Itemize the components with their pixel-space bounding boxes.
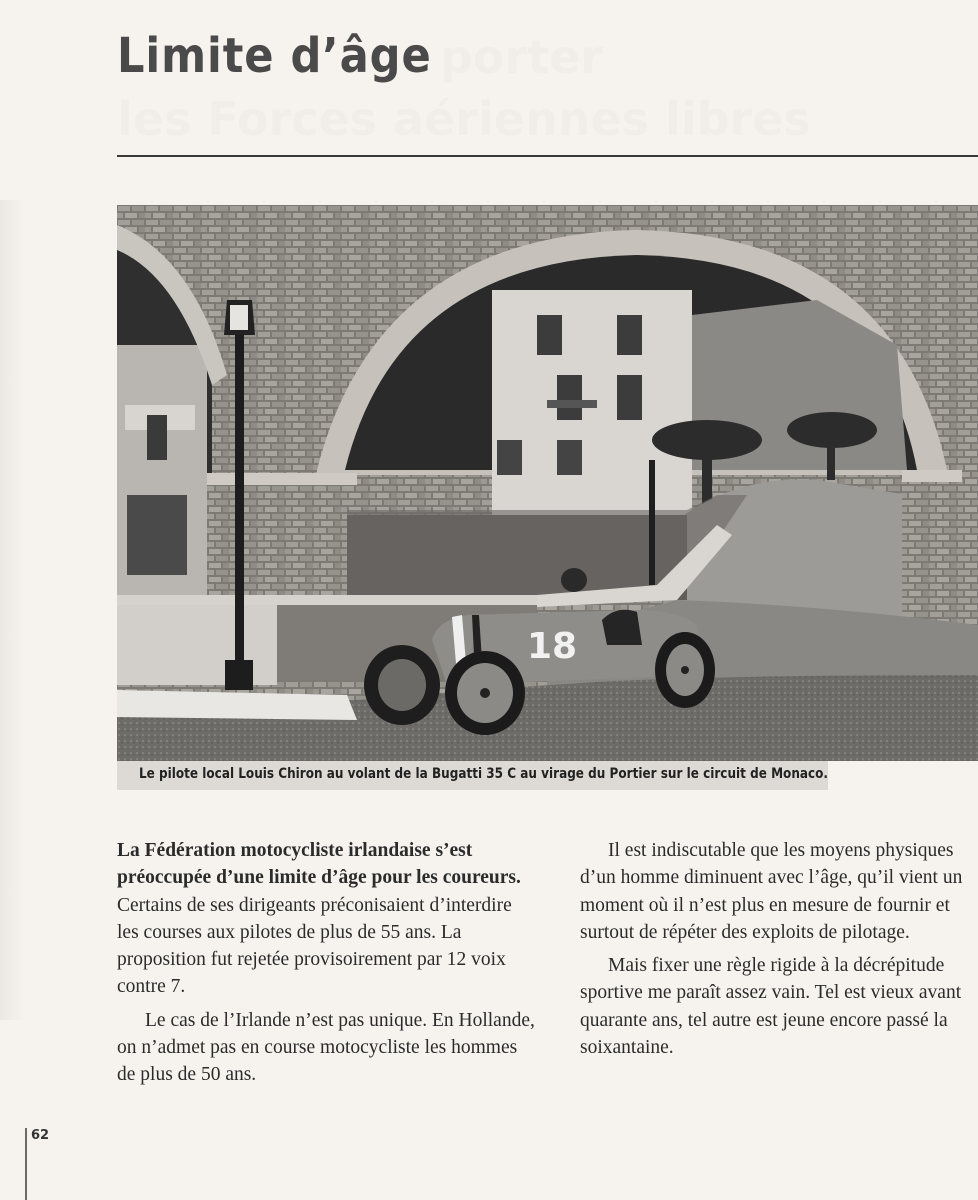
left-page-edge-shadow (0, 200, 26, 1020)
text-column-right (580, 837, 978, 1067)
race-photo-illustration (117, 205, 978, 761)
lead-sentence: La Fédération motocycliste irlandaise s’est préoccupée d’une limite d’âge pour les coureurs. (117, 840, 521, 889)
paragraph-intro (117, 837, 537, 1001)
ghost-show-through-line1: porter (440, 30, 604, 84)
paragraph-intro-body: Certains de ses dirigeants préconisaient d’interdire les courses aux pilotes de plus de 55 ans. La proposition fut rejetée provisoirement par 12 voix contre 7. (117, 894, 512, 998)
photo-caption: Le pilote local Louis Chiron au volant de la Bugatti 35 C au virage du Portier sur le circuit de Monaco. (139, 766, 829, 782)
paragraph-physical-means: Il est indiscutable que les moyens physiques d’un homme diminuent avec l’âge, qu’il vient un moment où il n’est plus en mesure de fournir et surtout de répéter des exploits de pilotage. (580, 840, 963, 943)
race-photo (117, 205, 978, 761)
paragraph-ireland: Le cas de l’Irlande n’est pas unique. En Hollande, on n’admet pas en course motocycliste les hommes de plus de 50 ans. (117, 1009, 535, 1086)
page-title: Limite d’âge (117, 28, 432, 84)
svg-text:18: 18 (527, 626, 578, 667)
page-number: 62 (31, 1128, 50, 1143)
folio-bar (25, 1128, 27, 1200)
title-rule-divider (117, 155, 978, 157)
paragraph-rigid-rule: Mais fixer une règle rigide à la décrépitude sportive me paraît assez vain. Tel est vieux avant quarante ans, tel autre est jeune encore passé la soixantaine. (580, 955, 962, 1059)
text-column-left (117, 837, 537, 1095)
ghost-show-through-line2: les Forces aériennes libres (117, 92, 811, 146)
photo-caption-box (117, 761, 828, 790)
